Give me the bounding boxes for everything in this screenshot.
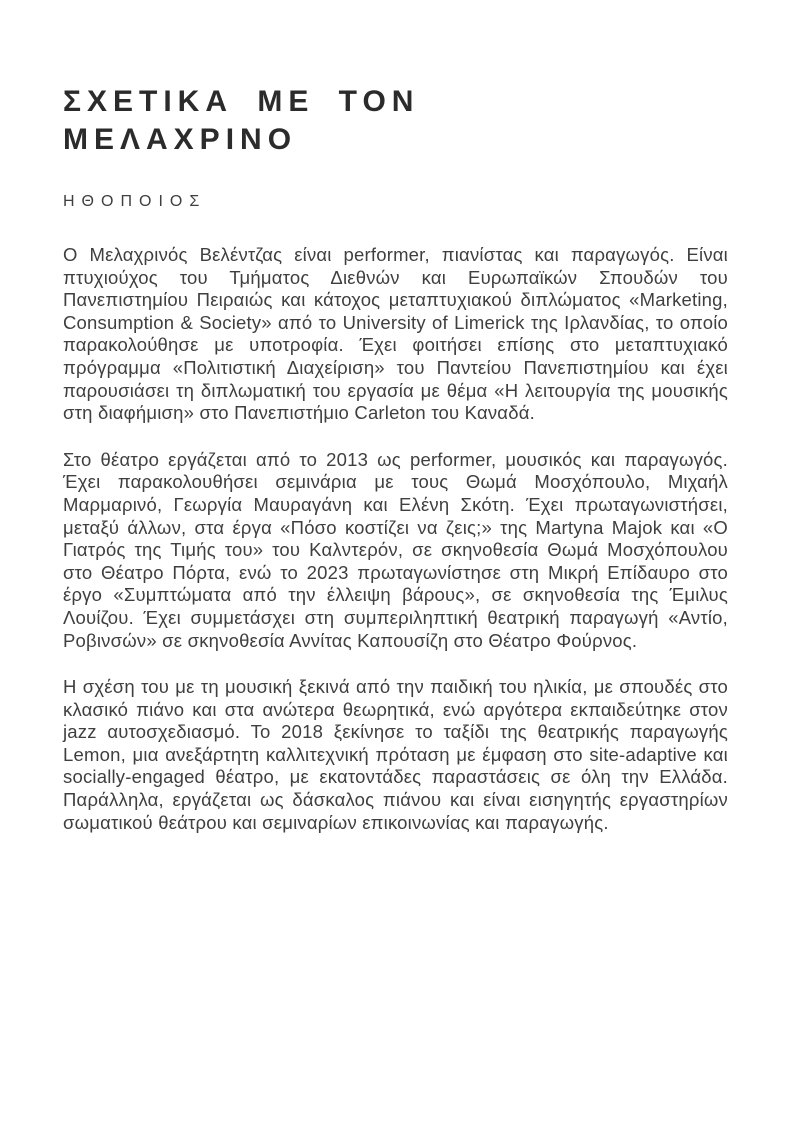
page-subtitle: ΗΘΟΠΟΙΟΣ xyxy=(63,193,207,210)
page-title-line-1: ΣΧΕΤΙΚΑ ΜΕ ΤΟΝ xyxy=(63,85,420,118)
biography-paragraph-education: Ο Μελαχρινός Βελέντζας είναι performer, πιανίστας και παραγωγός. Είναι πτυχιούχος του Τμήματος Διεθνών και Ευρωπαϊκών Σπουδών του Πανεπιστημίου Πειραιώς και κάτοχος μεταπτυχιακού διπλώματος «Marketing, Consumption & Society» από το University of Limerick της Ιρλανδίας, το οποίο παρακολούθησε με υποτροφία. Έχει φοιτήσει επίσης στο μεταπτυχιακό πρόγραμμα «Πολιτιστική Διαχείριση» του Παντείου Πανεπιστημίου και έχει παρουσιάσει τη διπλωματική του εργασία με θέμα «Η λειτουργία της μουσικής στη διαφήμιση» στο Πανεπιστήμιο Carleton του Καναδά. xyxy=(63,244,728,424)
page-title-line-2: ΜΕΛΑΧΡΙΝΟ xyxy=(63,123,298,156)
document-content xyxy=(63,83,728,834)
biography-paragraph-music: Η σχέση του με τη μουσική ξεκινά από την παιδική του ηλικία, με σπουδές στο κλασικό πιάνο και στα ανώτερα θεωρητικά, ενώ αργότερα εκπαιδεύτηκε στον jazz αυτοσχεδιασμό. Το 2018 ξεκίνησε το ταξίδι της θεατρικής παραγωγής Lemon, μια ανεξάρτητη καλλιτεχνική πρόταση με έμφαση στο site-adaptive και socially-engaged θέατρο, με εκατοντάδες παραστάσεις σε όλη την Ελλάδα. Παράλληλα, εργάζεται ως δάσκαλος πιάνου και είναι εισηγητής εργαστηρίων σωματικού θεάτρου και σεμιναρίων επικοινωνίας και παραγωγής. xyxy=(63,676,728,833)
biography-paragraph-theatre: Στο θέατρο εργάζεται από το 2013 ως performer, μουσικός και παραγωγός. Έχει παρακολουθήσει σεμινάρια με τους Θωμά Μοσχόπουλο, Μιχαήλ Μαρμαρινό, Γεωργία Μαυραγάνη και Ελένη Σκότη. Έχει πρωταγωνιστήσει, μεταξύ άλλων, στα έργα «Πόσο κοστίζει να ζεις;» της Martyna Majok και «Ο Γιατρός της Τιμής του» του Καλντερόν, σε σκηνοθεσία Θωμά Μοσχόπουλου στο Θέατρο Πόρτα, ενώ το 2023 πρωταγωνίστησε στη Μικρή Επίδαυρο στο έργο «Συμπτώματα από την έλλειψη βάρους», σε σκηνοθεσία της Έμιλυς Λουίζου. Έχει συμμετάσχει στη συμπεριληπτική θεατρική παραγωγή «Αντίο, Ροβινσών» σε σκηνοθεσία Αννίτας Καπουσίζη στο Θέατρο Φούρνος. xyxy=(63,448,728,651)
biography-text xyxy=(63,244,728,834)
page-title xyxy=(63,83,728,159)
